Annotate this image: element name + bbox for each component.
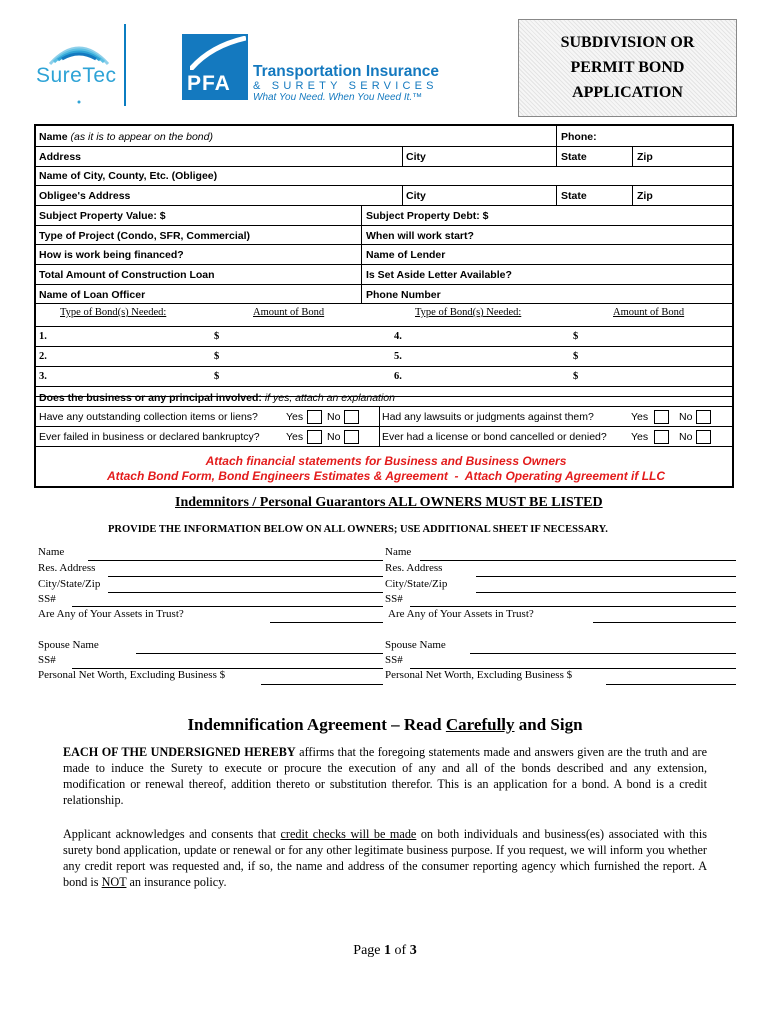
ind2-name-field[interactable] — [420, 560, 736, 561]
title-line2: PERMIT BOND — [570, 59, 685, 76]
application-form — [34, 124, 734, 488]
row-divider — [36, 426, 732, 427]
project-type-label: Type of Project (Condo, SFR, Commercial) — [39, 230, 250, 242]
row-divider — [36, 346, 732, 347]
ind1-assets-field[interactable] — [270, 622, 383, 623]
ind2-networth-field[interactable] — [606, 684, 736, 685]
construction-loan-label: Total Amount of Construction Loan — [39, 269, 215, 281]
row-divider — [36, 166, 732, 167]
ind1-spouse-field[interactable] — [136, 653, 383, 654]
col-divider — [402, 146, 403, 166]
ind2-spouse-ss-label: SS# — [385, 654, 403, 666]
agreement-heading: Indemnification Agreement – Read Carefully and Sign — [187, 715, 583, 734]
ind1-address-label: Res. Address — [38, 562, 96, 574]
ind1-csz-field[interactable] — [108, 592, 383, 593]
ind1-networth-field[interactable] — [261, 684, 383, 685]
lawsuits-yes-checkbox[interactable] — [654, 410, 669, 424]
attach-bond-form-note: Attach Bond Form, Bond Engineers Estimates & Agreement - Attach Operating Agreement if LLC — [106, 469, 666, 483]
row-divider — [36, 244, 732, 245]
phone-number-label: Phone Number — [366, 289, 441, 301]
title-line1: SUBDIVISION OR — [560, 34, 695, 51]
obligee-zip-label: Zip — [637, 190, 653, 202]
obligee-address-label: Obligee's Address — [39, 190, 131, 202]
license-yes-checkbox[interactable] — [654, 430, 669, 444]
bond-row-4: 4. — [394, 331, 402, 342]
yes-label: Yes — [631, 431, 649, 443]
lender-label: Name of Lender — [366, 249, 446, 261]
header-divider — [124, 24, 126, 106]
col-divider — [556, 185, 557, 205]
row-divider — [36, 303, 732, 304]
no-label: No — [327, 411, 341, 423]
row-divider — [36, 366, 732, 367]
yes-label: Yes — [286, 411, 304, 423]
bond-dollar: $ — [214, 371, 220, 382]
pfa-line2: & SURETY SERVICES — [253, 80, 438, 92]
liens-no-checkbox[interactable] — [344, 410, 359, 424]
row-divider — [36, 326, 732, 327]
phone-label: Phone: — [561, 131, 597, 143]
loan-officer-label: Name of Loan Officer — [39, 289, 146, 301]
obligee-city-label: City — [406, 190, 426, 202]
question-lawsuits: Had any lawsuits or judgments against them? — [382, 411, 594, 423]
question-bankruptcy: Ever failed in business or declared bankruptcy? — [39, 431, 260, 443]
ind2-csz-label: City/State/Zip — [385, 578, 448, 590]
state-label: State — [561, 151, 587, 163]
question-liens: Have any outstanding collection items or liens? — [39, 411, 258, 423]
col-divider — [556, 126, 557, 166]
bond-row-5: 5. — [394, 351, 402, 362]
financing-label: How is work being financed? — [39, 249, 184, 261]
col-divider — [632, 185, 633, 205]
ind1-name-label: Name — [38, 546, 65, 558]
row-divider — [36, 406, 732, 407]
ind2-networth-label: Personal Net Worth, Excluding Business $ — [385, 669, 573, 681]
ind2-address-label: Res. Address — [385, 562, 443, 574]
ind1-networth-label: Personal Net Worth, Excluding Business $ — [38, 669, 226, 681]
zip-label: Zip — [637, 151, 653, 163]
document-title — [518, 19, 737, 117]
bond-dollar: $ — [573, 371, 579, 382]
ind1-spouse-label: Spouse Name — [38, 639, 99, 651]
col-divider — [379, 406, 380, 446]
bond-dollar: $ — [214, 331, 220, 342]
license-no-checkbox[interactable] — [696, 430, 711, 444]
ind1-csz-label: City/State/Zip — [38, 578, 101, 590]
ind1-spouse-ss-label: SS# — [38, 654, 56, 666]
pfa-swoosh-icon — [190, 36, 246, 70]
obligee-name-label: Name of City, County, Etc. (Obligee) — [39, 170, 218, 182]
bankruptcy-no-checkbox[interactable] — [344, 430, 359, 444]
obligee-state-label: State — [561, 190, 587, 202]
no-label: No — [679, 431, 693, 443]
row-divider — [36, 446, 732, 447]
ind2-spouse-field[interactable] — [470, 653, 736, 654]
set-aside-label: Is Set Aside Letter Available? — [366, 269, 512, 281]
ind2-name-label: Name — [385, 546, 412, 558]
bond-amount-header-right: Amount of Bond — [613, 307, 685, 318]
page-number: Page 1 of 3 — [353, 943, 417, 958]
no-label: No — [679, 411, 693, 423]
row-divider — [36, 386, 732, 387]
bond-dollar: $ — [573, 351, 579, 362]
row-divider — [36, 146, 732, 147]
suretec-logo-text: SureTec — [36, 64, 117, 87]
work-start-label: When will work start? — [366, 230, 474, 242]
row-divider — [36, 185, 732, 186]
bond-type-header-left: Type of Bond(s) Needed: — [60, 307, 167, 318]
bond-amount-header-left: Amount of Bond — [253, 307, 325, 318]
title-line3: APPLICATION — [572, 84, 683, 101]
col-divider — [402, 185, 403, 205]
question-license-cancelled: Ever had a license or bond cancelled or denied? — [382, 431, 607, 443]
property-debt-label: Subject Property Debt: $ — [366, 210, 489, 222]
ind2-ss-label: SS# — [385, 593, 403, 605]
row-divider — [36, 205, 732, 206]
bond-row-2: 2. — [39, 351, 47, 362]
indemnitors-subheading: PROVIDE THE INFORMATION BELOW ON ALL OWNERS; USE ADDITIONAL SHEET IF NECESSARY. — [108, 524, 608, 535]
bankruptcy-yes-checkbox[interactable] — [307, 430, 322, 444]
col-divider — [361, 205, 362, 304]
ind1-address-field[interactable] — [108, 576, 383, 577]
liens-yes-checkbox[interactable] — [307, 410, 322, 424]
agreement-paragraph-1: EACH OF THE UNDERSIGNED HEREBY affirms that the foregoing statements made and answers given are the truth and are made to induce the Surety to execute or procure the execution of any and all of the bonds described and any extension, modification or renewal thereof, addition thereto or substitution therefor. This is an application for a bond. A bond is a credit relationship. — [63, 745, 707, 807]
ind2-spouse-label: Spouse Name — [385, 639, 446, 651]
ind1-name-field[interactable] — [88, 560, 383, 561]
bond-dollar: $ — [573, 331, 579, 342]
principal-question: Does the business or any principal involved: if yes, attach an explanation — [39, 392, 395, 404]
row-divider — [36, 264, 732, 265]
bond-type-header-right: Type of Bond(s) Needed: — [415, 307, 522, 318]
agreement-paragraph-2: Applicant acknowledges and consents that credit checks will be made on both individuals and business(es) associated with this surety bond application, update or renewal or for any other legitimate business purpose. If you request, we will inform you whether any credit report was requested and, if so, the name and address of the consumer reporting agency which furnished the report. A bond is NOT an insurance policy. — [63, 827, 707, 889]
col-divider — [632, 146, 633, 166]
row-divider — [36, 225, 732, 226]
indemnitors-heading: Indemnitors / Personal Guarantors ALL OWNERS MUST BE LISTED — [175, 495, 603, 510]
bond-row-3: 3. — [39, 371, 47, 382]
lawsuits-no-checkbox[interactable] — [696, 410, 711, 424]
attach-financials-note: Attach financial statements for Business and Business Owners — [205, 454, 567, 468]
ind1-ss-field[interactable] — [72, 606, 383, 607]
pfa-tagline: What You Need. When You Need It.™ — [253, 92, 423, 103]
ind2-assets-label: Are Any of Your Assets in Trust? — [388, 608, 534, 620]
pfa-line1: Transportation Insurance — [253, 63, 440, 80]
row-divider — [36, 284, 732, 285]
ind2-assets-field[interactable] — [593, 622, 736, 623]
bond-dollar: $ — [214, 351, 220, 362]
pfa-logo-text: PFA — [187, 72, 231, 95]
ind2-ss-field[interactable] — [410, 606, 736, 607]
no-label: No — [327, 431, 341, 443]
bond-row-1: 1. — [39, 331, 47, 342]
yes-label: Yes — [631, 411, 649, 423]
ind1-assets-label: Are Any of Your Assets in Trust? — [38, 608, 184, 620]
yes-label: Yes — [286, 431, 304, 443]
city-label: City — [406, 151, 426, 163]
ind2-csz-field[interactable] — [476, 592, 736, 593]
name-label: Name (as it is to appear on the bond) — [39, 131, 213, 143]
bond-row-6: 6. — [394, 371, 402, 382]
property-value-label: Subject Property Value: $ — [39, 210, 166, 222]
address-label: Address — [39, 151, 82, 163]
ind1-ss-label: SS# — [38, 593, 56, 605]
ind2-address-field[interactable] — [476, 576, 736, 577]
